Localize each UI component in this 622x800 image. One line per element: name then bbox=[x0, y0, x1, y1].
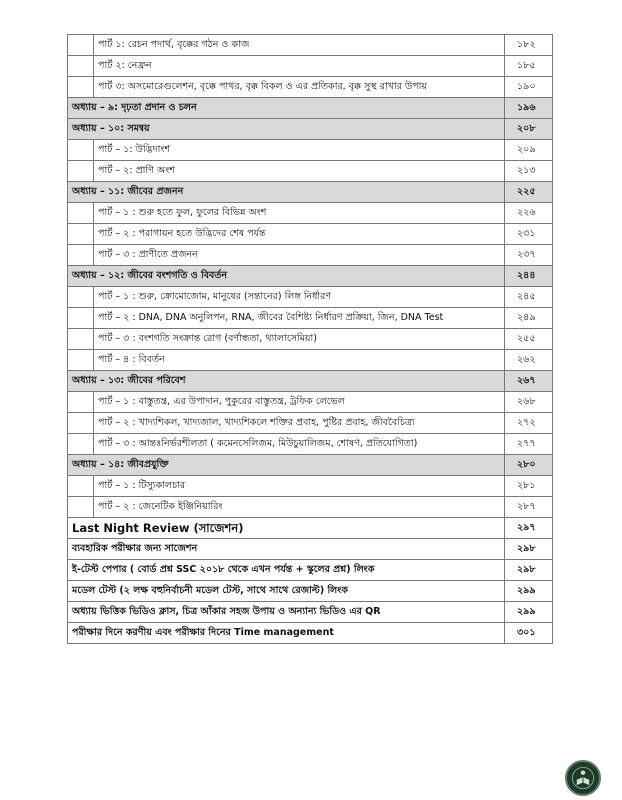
toc-page-number: ২৯৮ bbox=[505, 539, 553, 560]
toc-indent-cell bbox=[68, 56, 94, 77]
toc-part-title: পার্ট – ১ : বাস্তুতন্ত্র, এর উপাদান, পুকুরের বাস্তুতন্ত্র, ট্রফিক লেভেল bbox=[94, 392, 505, 413]
toc-indent-cell bbox=[68, 329, 94, 350]
toc-row bbox=[68, 77, 553, 98]
toc-page-number: ২৬৮ bbox=[505, 392, 553, 413]
toc-section-title: পরীক্ষার দিনে করণীয় এবং পরীক্ষার দিনের Time management bbox=[68, 623, 505, 644]
toc-part-title: পার্ট – ৩ : বংশগতি সংক্রান্ত রোগ (বর্ণান্ধতা, থ্যালাসেমিয়া) bbox=[94, 329, 505, 350]
toc-chapter-title: অধ্যায় – ৯: দৃঢ়তা প্রদান ও চলন bbox=[68, 98, 505, 119]
toc-indent-cell bbox=[68, 77, 94, 98]
toc-row bbox=[68, 518, 553, 539]
toc-row bbox=[68, 455, 553, 476]
toc-part-title: পার্ট – ২ : পরাগায়ন হতে উদ্ভিদের শেষ পর্যন্ত bbox=[94, 224, 505, 245]
toc-indent-cell bbox=[68, 203, 94, 224]
toc-row bbox=[68, 308, 553, 329]
toc-row bbox=[68, 371, 553, 392]
toc-row bbox=[68, 224, 553, 245]
toc-page-number: ২৮০ bbox=[505, 455, 553, 476]
toc-part-title: পার্ট – ২ : খাদ্যশিকল, খাদ্যজাল, খাদ্যশিকলে শক্তির প্রবাহ, পুষ্টির প্রবাহ, জীববৈচিত্র্য bbox=[94, 413, 505, 434]
toc-page-number: ২৪৯ bbox=[505, 308, 553, 329]
toc-row bbox=[68, 602, 553, 623]
toc-part-title: পার্ট – ৩ : আন্তঃনির্ভরশীলতা ( কমেনসেলিজম, মিউচুয়ালিজম, শোষণ, প্রতিযোগিতা) bbox=[94, 434, 505, 455]
toc-row bbox=[68, 329, 553, 350]
toc-row bbox=[68, 161, 553, 182]
toc-indent-cell bbox=[68, 35, 94, 56]
toc-page-number: ১৯০ bbox=[505, 77, 553, 98]
toc-chapter-title: অধ্যায় – ১১: জীবের প্রজনন bbox=[68, 182, 505, 203]
toc-page-number: ২০৮ bbox=[505, 119, 553, 140]
toc-chapter-title: অধ্যায় – ১৪: জীবপ্রযুক্তি bbox=[68, 455, 505, 476]
toc-row bbox=[68, 476, 553, 497]
toc-row bbox=[68, 35, 553, 56]
toc-page-number: ২৭২ bbox=[505, 413, 553, 434]
toc-page-number: ২৩৭ bbox=[505, 245, 553, 266]
toc-row bbox=[68, 581, 553, 602]
toc-indent-cell bbox=[68, 140, 94, 161]
toc-page-number: ২৮১ bbox=[505, 476, 553, 497]
toc-page-number: ২৫৫ bbox=[505, 329, 553, 350]
toc-page-number: ২৬৭ bbox=[505, 371, 553, 392]
table-of-contents bbox=[67, 34, 553, 644]
toc-row bbox=[68, 140, 553, 161]
toc-page-number: ১৯৬ bbox=[505, 98, 553, 119]
toc-page-number: ৩০১ bbox=[505, 623, 553, 644]
toc-section-title: ই-টেস্ট পেপার ( বোর্ড প্রশ্ন SSC ২০১৮ থেকে এখন পর্যন্ত + স্কুলের প্রশ্ন) লিংক bbox=[68, 560, 505, 581]
toc-row bbox=[68, 560, 553, 581]
toc-row bbox=[68, 623, 553, 644]
toc-row bbox=[68, 539, 553, 560]
toc-indent-cell bbox=[68, 287, 94, 308]
toc-page-number: ২৪৫ bbox=[505, 287, 553, 308]
toc-part-title: পার্ট – ২ : DNA, DNA অনুলিপন, RNA, জীবের বৈশিষ্ট্য নির্ধারণ প্রক্রিয়া, জিন, DNA Test bbox=[94, 308, 505, 329]
toc-row bbox=[68, 56, 553, 77]
toc-indent-cell bbox=[68, 413, 94, 434]
toc-part-title: পার্ট – ১: উদ্ভিদাংশ bbox=[94, 140, 505, 161]
toc-part-title: পার্ট – ৩ : প্রাণীতে প্রজনন bbox=[94, 245, 505, 266]
toc-page-number: ২৭৭ bbox=[505, 434, 553, 455]
toc-part-title: পার্ট – ৪ : বিবর্তন bbox=[94, 350, 505, 371]
toc-page-number: ২২৬ bbox=[505, 203, 553, 224]
toc-page-number: ২৯৯ bbox=[505, 581, 553, 602]
toc-page-number: ২৬২ bbox=[505, 350, 553, 371]
toc-section-title: ব্যবহারিক পরীক্ষার জন্য সাজেশন bbox=[68, 539, 505, 560]
toc-part-title: পার্ট ৩: অসমোরেগুলেশন, বৃক্কে পাথর, বৃক্ক বিকল ও এর প্রতিকার, বৃক্ক সুস্থ রাখার উপায় bbox=[94, 77, 505, 98]
toc-row bbox=[68, 287, 553, 308]
toc-page-number: ২৮৭ bbox=[505, 497, 553, 518]
toc-part-title: পার্ট ২: নেফ্রন bbox=[94, 56, 505, 77]
toc-part-title: পার্ট ১: রেচন পদার্থ, বৃক্কের গঠন ও কাজ bbox=[94, 35, 505, 56]
toc-page-number: ১৮৫ bbox=[505, 56, 553, 77]
toc-row bbox=[68, 266, 553, 287]
toc-part-title: পার্ট – ১ : শুরু হতে ফুল, ফুলের বিভিন্ন অংশ bbox=[94, 203, 505, 224]
toc-row bbox=[68, 413, 553, 434]
toc-section-title: মডেল টেস্ট (২ লক্ষ বহুনির্বাচনী মডেল টেস্ট, সাথে সাথে রেজাল্ট) লিংক bbox=[68, 581, 505, 602]
toc-part-title: পার্ট – ১ : শুরু, ক্রোমোজোম, মানুষের (সন্তানের) লিঙ্গ নির্ধারণ bbox=[94, 287, 505, 308]
toc-part-title: পার্ট – ২ : জেনেটিক ইঞ্জিনিয়ারিং bbox=[94, 497, 505, 518]
toc-indent-cell bbox=[68, 434, 94, 455]
toc-chapter-title: অধ্যায় – ১২: জীবের বংশগতি ও বিবর্তন bbox=[68, 266, 505, 287]
toc-page-number: ১৮২ bbox=[505, 35, 553, 56]
toc-indent-cell bbox=[68, 224, 94, 245]
toc-indent-cell bbox=[68, 497, 94, 518]
toc-chapter-title: অধ্যায় – ১৩: জীবের পরিবেশ bbox=[68, 371, 505, 392]
toc-section-title: Last Night Review (সাজেশন) bbox=[68, 518, 505, 539]
toc-row bbox=[68, 245, 553, 266]
toc-indent-cell bbox=[68, 350, 94, 371]
toc-table bbox=[67, 34, 553, 644]
toc-row bbox=[68, 350, 553, 371]
toc-row bbox=[68, 182, 553, 203]
toc-row bbox=[68, 434, 553, 455]
toc-part-title: পার্ট – ২: প্রাণি অংশ bbox=[94, 161, 505, 182]
toc-page-number: ২৩১ bbox=[505, 224, 553, 245]
toc-indent-cell bbox=[68, 245, 94, 266]
toc-chapter-title: অধ্যায় – ১০: সমন্বয় bbox=[68, 119, 505, 140]
toc-part-title: পার্ট – ১ : টিস্যুকালচার bbox=[94, 476, 505, 497]
toc-page-number: ২০৯ bbox=[505, 140, 553, 161]
toc-page-number: ২৪৪ bbox=[505, 266, 553, 287]
toc-row bbox=[68, 119, 553, 140]
toc-indent-cell bbox=[68, 476, 94, 497]
toc-page-number: ২৯৮ bbox=[505, 560, 553, 581]
toc-section-title: অধ্যায় ভিত্তিক ভিডিও ক্লাস, চিত্র আঁকার সহজ উপায় ও অন্যান্য ভিডিও এর QR bbox=[68, 602, 505, 623]
toc-row bbox=[68, 203, 553, 224]
toc-page-number: ২৯৯ bbox=[505, 602, 553, 623]
toc-row bbox=[68, 497, 553, 518]
toc-page-number: ২২৫ bbox=[505, 182, 553, 203]
toc-row bbox=[68, 98, 553, 119]
book-logo-icon bbox=[565, 760, 601, 796]
toc-page-number: ২৯৭ bbox=[505, 518, 553, 539]
toc-page-number: ২১৩ bbox=[505, 161, 553, 182]
toc-indent-cell bbox=[68, 392, 94, 413]
toc-row bbox=[68, 392, 553, 413]
toc-indent-cell bbox=[68, 161, 94, 182]
toc-indent-cell bbox=[68, 308, 94, 329]
